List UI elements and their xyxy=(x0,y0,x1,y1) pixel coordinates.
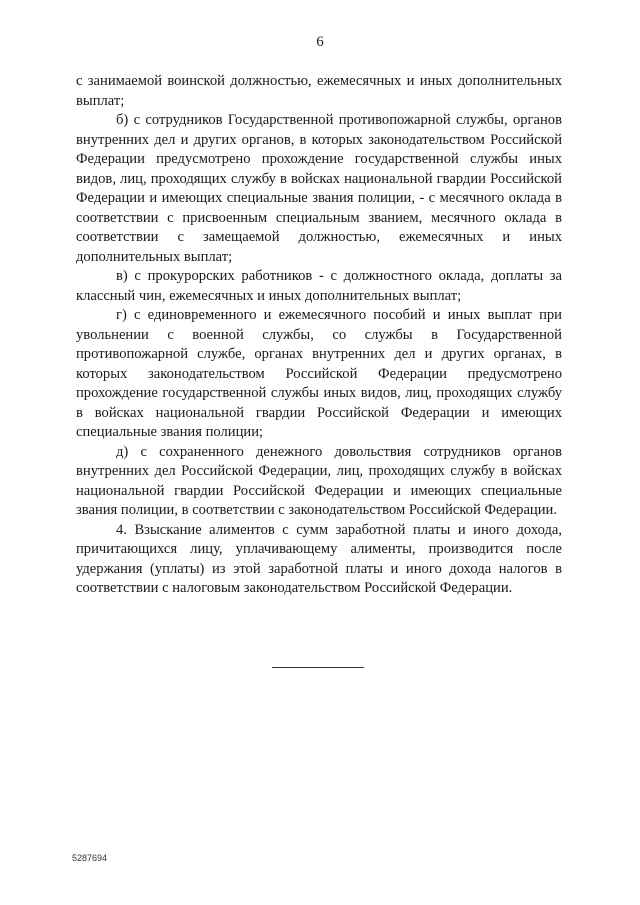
paragraph-v: в) с прокурорских работников - с должностного оклада, доплаты за классный чин, ежемесячных и иных дополнительных выплат; xyxy=(76,268,562,304)
paragraph-g: г) с единовременного и ежемесячного пособий и иных выплат при увольнении с военной службы, со службы в Государственной противопожарной службе, органах внутренних дел и других органах, в которых законодательством Российской Федерации предусмотрено прохождение государственной службы иных видов, лиц, проходящих службу в войсках национальной гвардии Российской Федерации и имеющих специальные звания полиции; xyxy=(76,307,562,440)
end-divider xyxy=(272,667,364,668)
page-number: 6 xyxy=(316,34,324,50)
paragraph-b: б) с сотрудников Государственной противопожарной службы, органов внутренних дел и других органов, в которых законодательством Российской Федерации предусмотрено прохождение государственной службы иных видов, лиц, проходящих службу в войсках национальной гвардии Российской Федерации и имеющих специальные звания полиции, - с месячного оклада в соответствии с присвоенным специальным званием, месячного оклада в соответствии с замещаемой должностью, ежемесячных и иных дополнительных выплат; xyxy=(76,112,562,265)
paragraph-continuation: с занимаемой воинской должностью, ежемесячных и иных дополнительных выплат; xyxy=(76,73,562,109)
paragraph-d: д) с сохраненного денежного довольствия сотрудников органов внутренних дел Российской Федерации, лиц, проходящих службу в войсках национальной гвардии Российской Федерации и имеющих специальные звания полиции, в соответствии с законодательством Российской Федерации. xyxy=(76,443,562,518)
paragraph-4: 4. Взыскание алиментов с сумм заработной платы и иного дохода, причитающихся лицу, уплачивающему алименты, производится после удержания (уплаты) из этой заработной платы и иного дохода налогов в соответствии с налоговым законодательством Российской Федерации. xyxy=(76,521,562,596)
document-code: 5287694 xyxy=(72,853,108,863)
document-body xyxy=(76,72,562,599)
